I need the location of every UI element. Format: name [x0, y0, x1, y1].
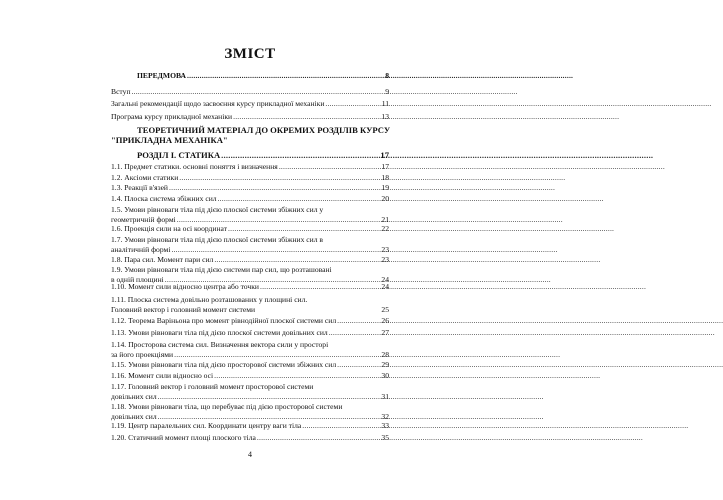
toc-entry-page: 21: [381, 215, 389, 224]
toc-entry-title-cont: в одній площині: [111, 275, 164, 284]
dot-leader: [132, 88, 385, 96]
dot-leader: [337, 361, 380, 369]
page-title: ЗМІСТ: [224, 46, 276, 62]
toc-entry: [111, 283, 389, 292]
toc-entry: [111, 256, 389, 265]
toc-entry-page: 17: [381, 162, 389, 171]
dot-leader: [171, 246, 380, 254]
toc-entry-title: 1.7. Умови рівноваги тіла під дією плоскої системи збіжних сил в: [111, 235, 323, 244]
toc-entry-title: 1.19. Центр паралельних сил. Координати центру ваги тіла: [111, 421, 302, 430]
toc-entry-title: ТЕОРЕТИЧНИЙ МАТЕРІАЛ ДО ОКРЕМИХ РОЗДІЛІВ КУРСУ: [137, 125, 391, 135]
toc-entry-title: РОЗДІЛ І. СТАТИКА: [137, 150, 221, 160]
toc-entry: [111, 403, 389, 422]
toc-entry-page: 22: [381, 224, 389, 233]
toc-entry: [111, 317, 389, 326]
toc-entry-page: 25: [381, 305, 389, 314]
toc-entry: [111, 126, 389, 145]
toc-entry-title: 1.18. Умови рівноваги тіла, що перебуває під дією просторової системи: [111, 402, 343, 411]
toc-entry: [111, 341, 389, 360]
toc-entry-page: 19: [381, 183, 389, 192]
toc-entry: [111, 206, 389, 225]
toc-entry: [111, 236, 389, 255]
toc-entry-page: 35: [381, 433, 389, 442]
toc-entry-title: 1.17. Головний вектор і головний момент просторової системи: [111, 382, 314, 391]
toc-entry-title: 1.8. Пара сил. Момент пари сил: [111, 255, 214, 264]
toc-entry-title: 1.16. Момент сили відносно осі: [111, 371, 214, 380]
toc-entry-page: 26: [381, 316, 389, 325]
toc-entry-title: 1.3. Реакції в'язей: [111, 183, 168, 192]
toc-entry: [111, 100, 389, 109]
toc-entry-page: 18: [381, 173, 389, 182]
toc-entry-page: 11: [381, 99, 389, 108]
toc-entry-page: 8: [385, 71, 389, 80]
toc-entry-title: 1.9. Умови рівноваги тіла під дією системи пар сил, що розташовані: [111, 265, 332, 274]
toc-entry: [111, 151, 389, 160]
toc-entry-title: 1.14. Просторова система сил. Визначення вектора сили у просторі: [111, 340, 329, 349]
dot-leader: [214, 372, 380, 380]
dot-leader: [279, 163, 381, 171]
dot-leader: [187, 72, 384, 80]
toc-entry-title: 1.12. Теорема Варіньона про момент рівнодійної плоскої системи сил: [111, 316, 337, 325]
toc-entry-page: 30: [381, 371, 389, 380]
toc-entry: [111, 361, 389, 370]
toc-entry-title-cont: аналітичній формі: [111, 245, 171, 254]
dot-leader: [158, 413, 381, 421]
toc-entry: [111, 329, 389, 338]
toc-entry: [111, 72, 389, 81]
toc-entry: [111, 163, 389, 172]
toc-entry-page: 31: [381, 392, 389, 401]
toc-entry-page: 29: [381, 360, 389, 369]
toc-entry: [111, 296, 389, 315]
toc-entry-title: Програма курсу прикладної механіки: [111, 112, 233, 121]
toc-entry: [111, 383, 389, 402]
dot-leader: [169, 184, 380, 192]
dot-leader: [260, 283, 380, 291]
toc-entry-page: 13: [381, 112, 389, 121]
toc-entry-page: 9: [385, 87, 389, 96]
toc-entry-title: 1.10. Момент сили відносно центра або точки: [111, 282, 259, 291]
toc-entry-title-cont: геометричній формі: [111, 215, 176, 224]
dot-leader: [337, 317, 380, 325]
dot-leader: [177, 216, 381, 224]
toc-entry-title-cont: довільних сил: [111, 392, 157, 401]
toc-entry-page: 20: [381, 194, 389, 203]
toc-entry: [111, 184, 389, 193]
toc-entry-page: 23: [381, 255, 389, 264]
toc-entry-page: 17: [380, 150, 389, 160]
toc-entry-title-cont: Головний вектор і головний момент системи: [111, 305, 256, 314]
page-number: 4: [248, 450, 252, 459]
toc-entry-title-cont: довільних сил: [111, 412, 157, 421]
toc-entry-page: 23: [381, 245, 389, 254]
toc-entry: [111, 372, 389, 381]
toc-entry-page: 32: [381, 412, 389, 421]
toc-entry-page: 24: [381, 275, 389, 284]
dot-leader: [325, 100, 380, 108]
toc-entry-title: 1.13. Умови рівноваги тіла під дією плоскої системи довільних сил: [111, 328, 328, 337]
toc-entry: [111, 422, 389, 431]
toc-entry-title: 1.2. Аксіоми статики: [111, 173, 179, 182]
toc-entry-title: 1.1. Предмет статики. основні поняття і визначення: [111, 162, 278, 171]
toc-entry: [111, 174, 389, 183]
toc-entry: [111, 113, 389, 122]
toc-entry: [111, 225, 389, 234]
dot-leader: [218, 195, 381, 203]
dot-leader: [233, 113, 380, 121]
toc-entry: [111, 195, 389, 204]
dot-leader: [257, 434, 381, 442]
dot-leader: [174, 351, 380, 359]
dot-leader: [228, 225, 380, 233]
dot-leader: [302, 422, 380, 430]
dot-leader: [158, 393, 381, 401]
toc-entry-title: 1.15. Умови рівноваги тіла під дією просторової системи збіжних сил: [111, 360, 337, 369]
dot-leader: [179, 174, 380, 182]
toc-entry-title: ПЕРЕДМОВА: [137, 71, 187, 80]
toc-entry-title: 1.11. Плоска система довільно розташованих у площині сил.: [111, 295, 308, 304]
toc-entry-page: 27: [381, 328, 389, 337]
dot-leader: [329, 329, 381, 337]
toc-entry-title: 1.4. Плоска система збіжних сил: [111, 194, 217, 203]
toc-entry-title: Вступ: [111, 87, 131, 96]
toc-entry-title-cont: "ПРИКЛАДНА МЕХАНІКА": [111, 135, 228, 145]
toc-entry-title: 1.6. Проекція сили на осі координат: [111, 224, 228, 233]
dot-leader: [221, 151, 379, 160]
toc-entry-title: Загальні рекомендації щодо засвоєння курсу прикладної механіки: [111, 99, 325, 108]
toc-entry-title: 1.20. Статичний момент площі плоского тіла: [111, 433, 256, 442]
toc-entry-page: 24: [381, 282, 389, 291]
toc-entry-title-cont: за його проекціями: [111, 350, 174, 359]
toc-entry-page: 33: [381, 421, 389, 430]
toc-entry-title: 1.5. Умови рівноваги тіла під дією плоскої системи збіжних сил у: [111, 205, 324, 214]
toc-entry-page: 28: [381, 350, 389, 359]
dot-leader: [214, 256, 380, 264]
toc-entry: [111, 434, 389, 443]
toc-entry: [111, 88, 389, 97]
